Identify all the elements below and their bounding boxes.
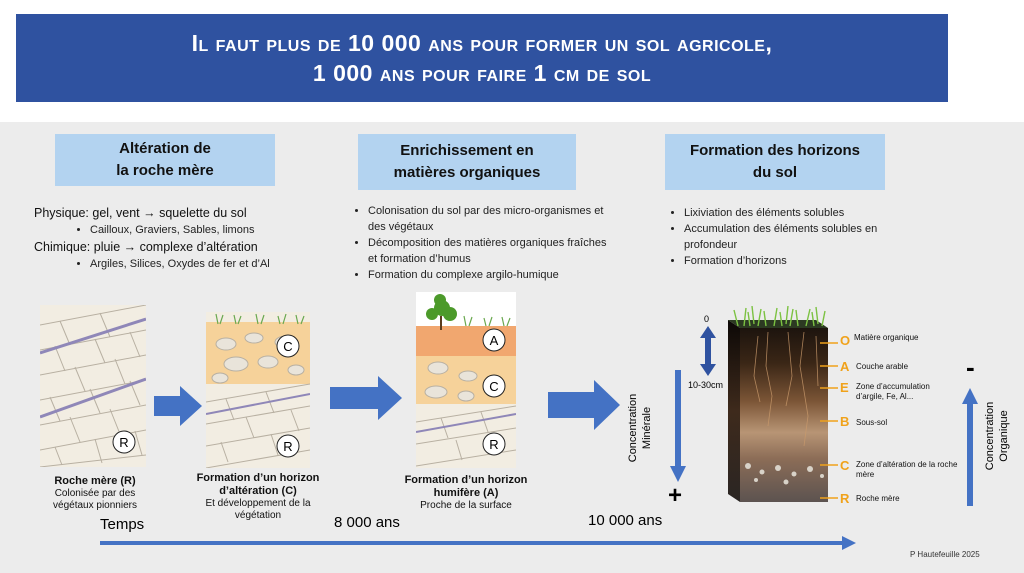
caption-sub: Et développement de la végétation xyxy=(205,498,311,521)
caption-roche-mere xyxy=(40,475,150,512)
horizon-label-c: C xyxy=(283,339,293,354)
horizon-letter-b: B xyxy=(840,414,850,429)
stage-3-bullets xyxy=(666,205,906,269)
physique-line: Physique: gel, vent → squelette du sol xyxy=(34,206,247,220)
organic-label-line: Concentration xyxy=(984,401,996,471)
mineral-concentration-label xyxy=(626,380,666,476)
caption-horizon-c xyxy=(188,472,328,522)
panel-horizon-c xyxy=(206,312,310,468)
stage-2-bullet: • Colonisation du sol par des micro-organismes et des végétaux xyxy=(368,203,610,235)
horizon-desc-c: Zone d’altération de la roche mère xyxy=(856,460,958,479)
horizon-desc-o: Matière organique xyxy=(854,333,919,342)
horizon-letter-c: C xyxy=(840,458,850,473)
caption-title: Formation d’un horizon humifère (A) xyxy=(404,474,528,499)
stage-heading-line: du sol xyxy=(752,164,798,181)
title-line-2: 1 000 ans pour faire 1 cm de sol xyxy=(312,60,652,86)
organic-label-line: Organique xyxy=(998,410,1010,462)
caption-horizon-a xyxy=(396,474,536,512)
timeline-label: Temps xyxy=(100,516,145,533)
mineral-label-line: Concentration xyxy=(627,393,639,463)
timeline-arrow xyxy=(100,536,856,550)
chimique-item: • Argiles, Silices, Oxydes de fer et d’Al xyxy=(90,256,334,272)
credit: P Hautefeuille 2025 xyxy=(910,550,980,559)
stage-heading-line: Enrichissement en xyxy=(400,142,534,159)
arrow-down-icon xyxy=(670,370,686,482)
stage-heading-horizons xyxy=(665,134,885,190)
timeline-mark-8000: 8 000 ans xyxy=(334,514,400,531)
arrow-right-icon xyxy=(154,386,202,426)
stage-heading-enrichissement xyxy=(358,134,576,190)
stage-heading-line: matières organiques xyxy=(393,164,541,181)
horizon-letter-r: R xyxy=(840,491,850,506)
depth-mid-label: 10-30cm xyxy=(688,380,724,390)
depth-top-label: 0 xyxy=(704,314,710,324)
caption-sub: Colonisée par des végétaux pionniers xyxy=(53,488,137,511)
horizon-label-a: A xyxy=(489,333,499,348)
horizon-desc-r: Roche mère xyxy=(856,494,900,503)
organic-minus-sign: - xyxy=(966,352,975,382)
horizon-desc-a: Couche arable xyxy=(856,362,909,371)
stage-heading-line: Formation des horizons xyxy=(689,142,860,159)
panel-horizon-a xyxy=(416,292,516,468)
title-banner xyxy=(16,14,948,102)
mineral-label-line: Minérale xyxy=(641,406,653,450)
horizon-letter-o: O xyxy=(840,333,851,348)
stage-2-bullets xyxy=(350,203,610,283)
depth-double-arrow-icon xyxy=(700,326,716,376)
horizon-label-r: R xyxy=(119,435,129,450)
stage-3-bullet: • Accumulation des éléments solubles en profondeur xyxy=(684,221,906,253)
stage-heading-line: Altération de xyxy=(119,140,211,157)
stage-heading-alteration xyxy=(55,134,275,186)
horizon-label-r: R xyxy=(489,437,499,452)
horizon-label-c: C xyxy=(489,379,499,394)
stage-2-bullet: • Formation du complexe argilo-humique xyxy=(368,267,610,283)
mineral-plus-sign: + xyxy=(668,482,683,509)
panel-roche-mere xyxy=(40,305,146,467)
stage-2-bullet: • Décomposition des matières organiques fraîches et formation d’humus xyxy=(368,235,610,267)
title-line-1: Il faut plus de 10 000 ans pour former un sol agricole, xyxy=(191,30,773,56)
timeline-mark-10000: 10 000 ans xyxy=(588,512,663,529)
caption-title: Roche mère (R) xyxy=(54,475,136,487)
arrow-up-icon xyxy=(962,388,978,506)
stage-heading-line: la roche mère xyxy=(116,162,214,179)
stage-3-bullet: • Formation d’horizons xyxy=(684,253,906,269)
caption-title: Formation d’un horizon d’altération (C) xyxy=(196,472,320,497)
arrow-right-icon xyxy=(548,380,620,430)
horizon-label-r: R xyxy=(283,439,293,454)
arrow-right-icon xyxy=(330,376,402,420)
horizon-desc-e: Zone d’accumulation d’argile, Fe, Al... xyxy=(856,382,930,401)
horizon-letter-a: A xyxy=(840,359,850,374)
organic-concentration-label xyxy=(983,391,1019,481)
chimique-line: Chimique: pluie → complexe d’altération xyxy=(34,240,258,254)
physique-item: • Cailloux, Graviers, Sables, limons xyxy=(90,222,334,238)
stage-3-bullet: • Lixiviation des éléments solubles xyxy=(684,205,906,221)
stage-1-text xyxy=(34,206,334,274)
horizon-desc-b: Sous-sol xyxy=(856,418,888,427)
caption-sub: Proche de la surface xyxy=(420,500,512,511)
horizon-letter-e: E xyxy=(840,380,849,395)
